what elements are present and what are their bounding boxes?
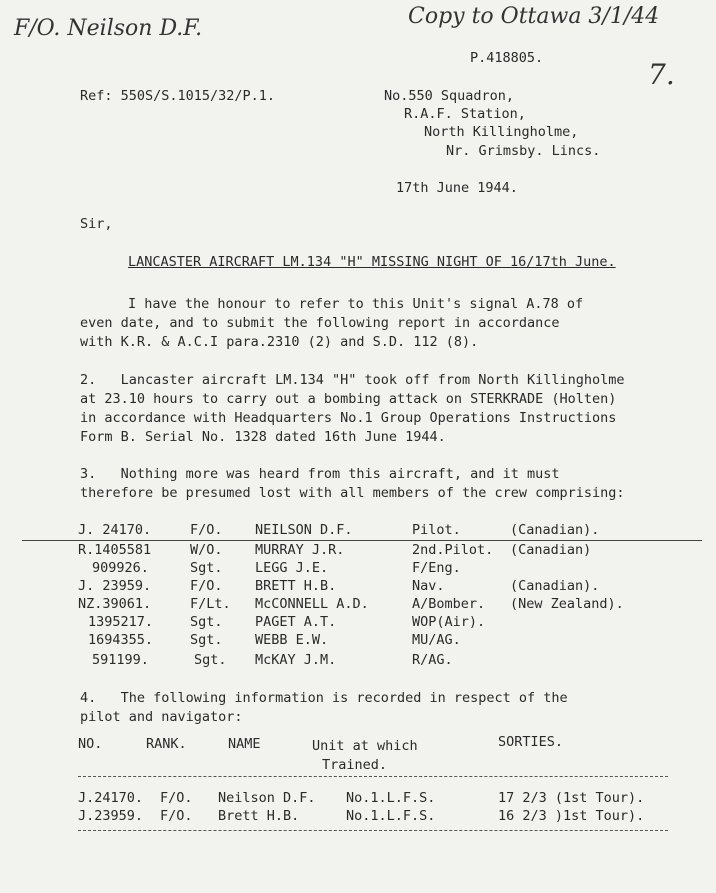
file-number: P.418805. bbox=[470, 50, 544, 66]
reference: Ref: 550S/S.1015/32/P.1. bbox=[80, 88, 276, 104]
crew-3-name: BRETT H.B. bbox=[255, 578, 337, 594]
crew-header-rule bbox=[22, 540, 702, 541]
crew-2-role: F/Eng. bbox=[412, 560, 461, 576]
address-line-4: Nr. Grimsby. Lincs. bbox=[446, 143, 601, 159]
address-line-2: R.A.F. Station, bbox=[404, 106, 526, 122]
para2-line-4: Form B. Serial No. 1328 dated 16th June 1944. bbox=[80, 429, 446, 445]
table-header-unit-2: Trained. bbox=[322, 757, 388, 773]
crew-5-name: PAGET A.T. bbox=[255, 614, 337, 630]
crew-4-rank: F/Lt. bbox=[190, 596, 231, 612]
address-line-3: North Killingholme, bbox=[424, 124, 579, 140]
table-header-sorties: SORTIES. bbox=[498, 734, 564, 750]
crew-2-number: 909926. bbox=[92, 560, 149, 576]
crew-1-nationality: (Canadian) bbox=[510, 542, 592, 558]
table-header-rule bbox=[78, 776, 668, 777]
crew-5-role: WOP(Air). bbox=[412, 614, 486, 630]
crew-6-rank: Sgt. bbox=[190, 632, 223, 648]
salutation: Sir, bbox=[80, 216, 113, 232]
crew-5-number: 1395217. bbox=[88, 614, 154, 630]
crew-6-name: WEBB E.W. bbox=[255, 632, 329, 648]
para4-line-1: 4. The following information is recorded in respect of the bbox=[80, 690, 568, 706]
crew-0-rank: F/O. bbox=[190, 522, 223, 538]
table-footer-rule bbox=[78, 830, 668, 831]
crew-4-name: McCONNELL A.D. bbox=[255, 596, 369, 612]
crew-1-name: MURRAY J.R. bbox=[255, 542, 345, 558]
crew-3-role: Nav. bbox=[412, 578, 445, 594]
table-row-0-rank: F/O. bbox=[160, 790, 193, 806]
crew-3-number: J. 23959. bbox=[78, 578, 152, 594]
para3-line-1: 3. Nothing more was heard from this aircraft, and it must bbox=[80, 466, 560, 482]
para2-line-3: in accordance with Headquarters No.1 Group Operations Instructions bbox=[80, 410, 617, 426]
crew-2-name: LEGG J.E. bbox=[255, 560, 329, 576]
crew-0-nationality: (Canadian). bbox=[510, 522, 600, 538]
table-row-0-unit: No.1.L.F.S. bbox=[346, 790, 436, 806]
table-row-1-name: Brett H.B. bbox=[218, 808, 300, 824]
crew-7-rank: Sgt. bbox=[194, 652, 227, 668]
crew-1-number: R.1405581 bbox=[78, 542, 152, 558]
table-row-1-unit: No.1.L.F.S. bbox=[346, 808, 436, 824]
crew-1-rank: W/O. bbox=[190, 542, 223, 558]
crew-7-name: McKAY J.M. bbox=[255, 652, 337, 668]
crew-6-role: MU/AG. bbox=[412, 632, 461, 648]
table-row-1-no: J.23959. bbox=[78, 808, 144, 824]
crew-4-number: NZ.39061. bbox=[78, 596, 152, 612]
crew-1-role: 2nd.Pilot. bbox=[412, 542, 494, 558]
crew-4-nationality: (New Zealand). bbox=[510, 596, 624, 612]
address-line-1: No.550 Squadron, bbox=[384, 88, 515, 104]
para1-line-2: even date, and to submit the following report in accordance bbox=[80, 315, 560, 331]
table-row-0-no: J.24170. bbox=[78, 790, 144, 806]
para1-line-3: with K.R. & A.C.I para.2310 (2) and S.D. 112 (8). bbox=[80, 334, 479, 350]
para1-line-1: I have the honour to refer to this Unit's signal A.78 of bbox=[128, 296, 584, 312]
para2-line-2: at 23.10 hours to carry out a bombing attack on STERKRADE (Holten) bbox=[80, 391, 617, 407]
crew-4-role: A/Bomber. bbox=[412, 596, 486, 612]
handwritten-side-mark: 7. bbox=[648, 58, 675, 91]
handwritten-copy-note: Copy to Ottawa 3/1/44 bbox=[408, 4, 660, 29]
table-row-1-sorties: 16 2/3 )1st Tour). bbox=[498, 808, 645, 824]
crew-7-number: 591199. bbox=[92, 652, 149, 668]
para3-line-2: therefore be presumed lost with all members of the crew comprising: bbox=[80, 485, 625, 501]
crew-0-role: Pilot. bbox=[412, 522, 461, 538]
table-header-name: NAME bbox=[228, 736, 261, 752]
crew-0-name: NEILSON D.F. bbox=[255, 522, 353, 538]
handwritten-name-note: F/O. Neilson D.F. bbox=[14, 16, 203, 41]
table-row-0-sorties: 17 2/3 (1st Tour). bbox=[498, 790, 645, 806]
crew-0-number: J. 24170. bbox=[78, 522, 152, 538]
table-header-unit: Unit at which bbox=[312, 738, 418, 754]
letter-date: 17th June 1944. bbox=[396, 180, 518, 196]
crew-2-rank: Sgt. bbox=[190, 560, 223, 576]
para4-line-2: pilot and navigator: bbox=[80, 709, 243, 725]
table-row-0-name: Neilson D.F. bbox=[218, 790, 316, 806]
crew-7-role: R/AG. bbox=[412, 652, 453, 668]
crew-6-number: 1694355. bbox=[88, 632, 154, 648]
crew-5-rank: Sgt. bbox=[190, 614, 223, 630]
table-header-rank: RANK. bbox=[146, 736, 187, 752]
table-row-1-rank: F/O. bbox=[160, 808, 193, 824]
subject-line: LANCASTER AIRCRAFT LM.134 "H" MISSING NIGHT OF 16/17th June. bbox=[128, 254, 616, 270]
table-header-no: NO. bbox=[78, 736, 103, 752]
crew-3-nationality: (Canadian). bbox=[510, 578, 600, 594]
para2-line-1: 2. Lancaster aircraft LM.134 "H" took off from North Killingholme bbox=[80, 372, 625, 388]
crew-3-rank: F/O. bbox=[190, 578, 223, 594]
